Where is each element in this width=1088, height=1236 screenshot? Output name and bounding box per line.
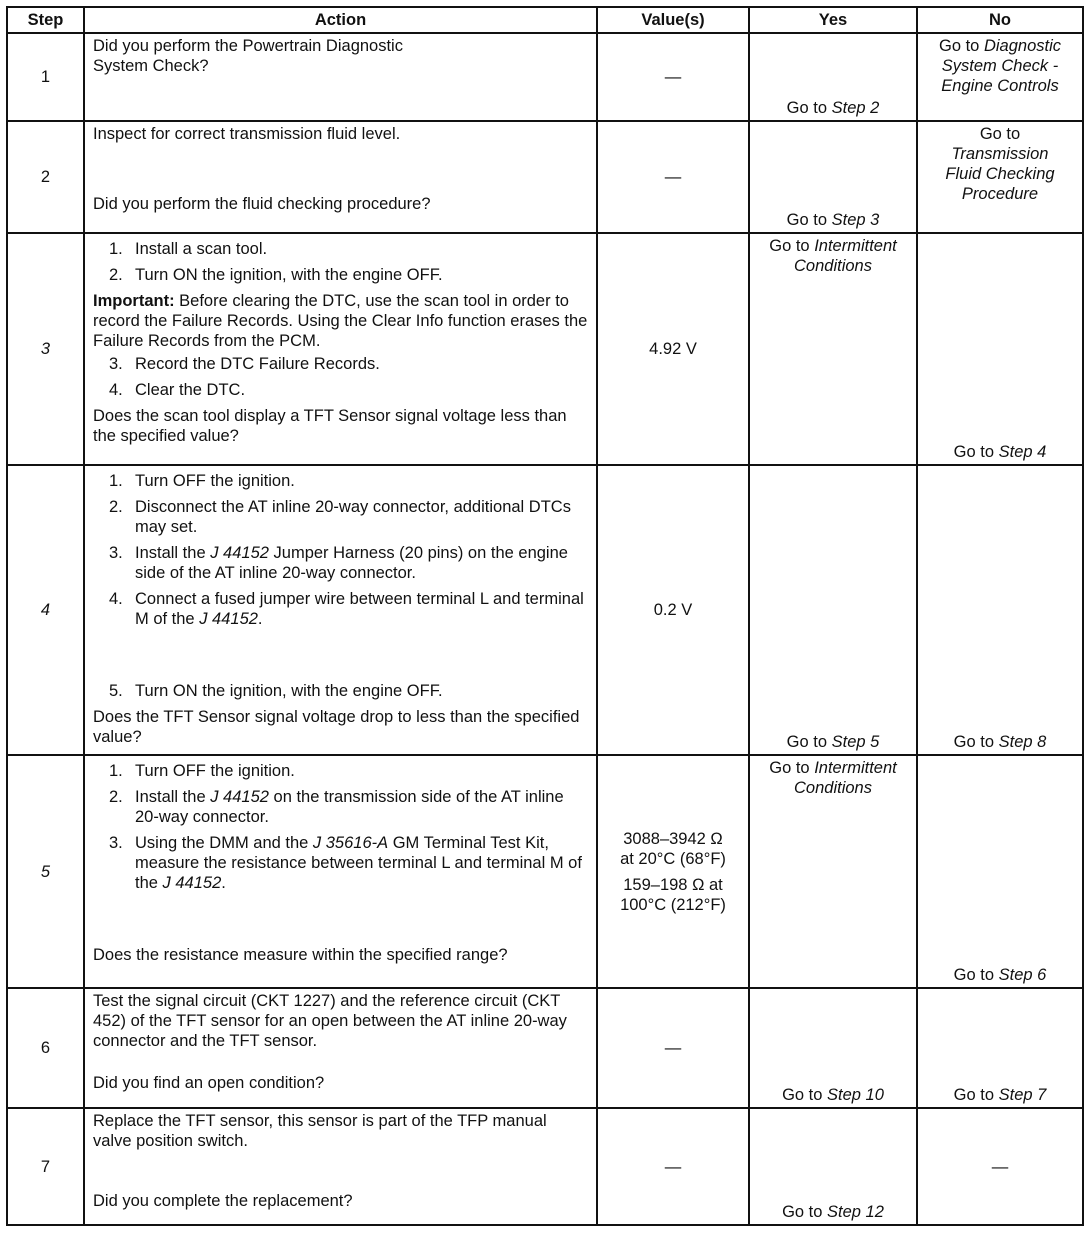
step-number: 3 xyxy=(7,233,84,465)
list-item: 2. Disconnect the AT inline 20-way connector, additional DTCs may set. xyxy=(109,498,571,536)
action-cell xyxy=(84,465,597,755)
value-cell: — xyxy=(597,121,749,233)
yes-cell xyxy=(749,988,917,1108)
action-text: Replace the TFT sensor, this sensor is part of the TFP manual valve position switch. xyxy=(93,1112,547,1150)
action-cell xyxy=(84,233,597,465)
no-cell xyxy=(917,121,1083,233)
step-number: 5 xyxy=(7,755,84,988)
no-cell xyxy=(917,755,1083,988)
list-item: 5. Turn ON the ignition, with the engine OFF. xyxy=(109,682,443,700)
table-row xyxy=(7,121,1083,233)
list-item: 3. Record the DTC Failure Records. xyxy=(109,355,380,373)
action-steps xyxy=(93,761,588,893)
step-number: 1 xyxy=(7,33,84,121)
list-item: 1. Turn OFF the ignition. xyxy=(109,762,295,780)
yes-cell xyxy=(749,33,917,121)
list-item: 2. Install the J 44152 on the transmission side of the AT inline 20-way connector. xyxy=(109,788,564,826)
action-question: Did you perform the Powertrain Diagnostic System Check? xyxy=(93,37,403,75)
no-cell xyxy=(917,988,1083,1108)
action-cell xyxy=(84,121,597,233)
yes-cell xyxy=(749,121,917,233)
action-cell xyxy=(84,755,597,988)
list-item: 4. Connect a fused jumper wire between terminal L and terminal M of the J 44152. xyxy=(109,590,584,628)
value-cell: — xyxy=(597,988,749,1108)
yes-link[interactable]: Go to Step 2 xyxy=(786,99,880,117)
no-link[interactable]: Go to Transmission Fluid Checking Procedure xyxy=(945,125,1055,203)
step-number: 4 xyxy=(7,465,84,755)
yes-link[interactable]: Go to Intermittent Conditions xyxy=(769,237,897,275)
list-item: 1. Turn OFF the ignition. xyxy=(109,472,295,490)
header-step: Step xyxy=(7,7,84,33)
value-cell: 3088–3942 Ω at 20°C (68°F) 159–198 Ω at 100°C (212°F) xyxy=(597,755,749,988)
no-cell: — xyxy=(917,1108,1083,1225)
yes-link[interactable]: Go to Step 3 xyxy=(786,211,880,229)
action-question: Does the TFT Sensor signal voltage drop to less than the specified value? xyxy=(93,708,580,746)
yes-cell xyxy=(749,465,917,755)
table-row xyxy=(7,33,1083,121)
table-row xyxy=(7,988,1083,1108)
header-action: Action xyxy=(84,7,597,33)
no-cell xyxy=(917,33,1083,121)
list-item: 4. Clear the DTC. xyxy=(109,381,246,399)
action-cell xyxy=(84,988,597,1108)
action-question: Did you perform the fluid checking procedure? xyxy=(93,195,431,213)
list-item: 3. Using the DMM and the J 35616-A GM Terminal Test Kit, measure the resistance between terminal L and terminal M of the J 44152. xyxy=(109,834,582,892)
no-link[interactable]: Go to Step 4 xyxy=(953,443,1047,461)
header-no: No xyxy=(917,7,1083,33)
value-cell: — xyxy=(597,33,749,121)
no-cell xyxy=(917,233,1083,465)
value-cell: — xyxy=(597,1108,749,1225)
action-steps xyxy=(93,471,588,701)
header-yes: Yes xyxy=(749,7,917,33)
no-link[interactable]: Go to Step 8 xyxy=(953,733,1047,751)
yes-cell xyxy=(749,755,917,988)
action-question: Does the scan tool display a TFT Sensor signal voltage less than the specified value? xyxy=(93,407,567,445)
action-text: Test the signal circuit (CKT 1227) and the reference circuit (CKT 452) of the TFT sensor for an open between the AT inline 20-way connector and the TFT sensor. xyxy=(93,992,567,1050)
yes-link[interactable]: Go to Intermittent Conditions xyxy=(769,759,897,797)
yes-cell xyxy=(749,233,917,465)
action-steps xyxy=(93,354,588,400)
list-item: 3. Install the J 44152 Jumper Harness (20 pins) on the engine side of the AT inline 20-way connector. xyxy=(109,544,568,582)
yes-link[interactable]: Go to Step 12 xyxy=(782,1203,884,1221)
yes-link[interactable]: Go to Step 5 xyxy=(786,733,880,751)
no-link[interactable]: Go to Step 7 xyxy=(953,1086,1047,1104)
value-cell: 4.92 V xyxy=(597,233,749,465)
table-row xyxy=(7,233,1083,465)
header-values: Value(s) xyxy=(597,7,749,33)
yes-link[interactable]: Go to Step 10 xyxy=(782,1086,884,1104)
no-cell xyxy=(917,465,1083,755)
value-cell: 0.2 V xyxy=(597,465,749,755)
action-cell xyxy=(84,33,597,121)
list-item: 2. Turn ON the ignition, with the engine OFF. xyxy=(109,266,443,284)
table-row xyxy=(7,1108,1083,1225)
header-row xyxy=(7,7,1083,33)
step-number: 6 xyxy=(7,988,84,1108)
table-row xyxy=(7,465,1083,755)
action-cell xyxy=(84,1108,597,1225)
no-link[interactable]: Go to Step 6 xyxy=(953,966,1047,984)
diagnostic-table xyxy=(6,6,1084,1226)
action-steps xyxy=(93,239,588,285)
step-number: 2 xyxy=(7,121,84,233)
no-link[interactable]: Go to Diagnostic System Check - Engine Controls xyxy=(939,37,1061,95)
table-row xyxy=(7,755,1083,988)
list-item: 1. Install a scan tool. xyxy=(109,240,268,258)
yes-cell xyxy=(749,1108,917,1225)
important-note: Important: Before clearing the DTC, use the scan tool in order to record the Failure Records. Using the Clear Info function erases the Failure Records from the PCM. xyxy=(93,292,588,350)
action-text: Inspect for correct transmission fluid level. xyxy=(93,125,401,143)
action-question: Did you find an open condition? xyxy=(93,1074,325,1092)
action-question: Does the resistance measure within the specified range? xyxy=(93,946,508,964)
step-number: 7 xyxy=(7,1108,84,1225)
action-question: Did you complete the replacement? xyxy=(93,1192,353,1210)
